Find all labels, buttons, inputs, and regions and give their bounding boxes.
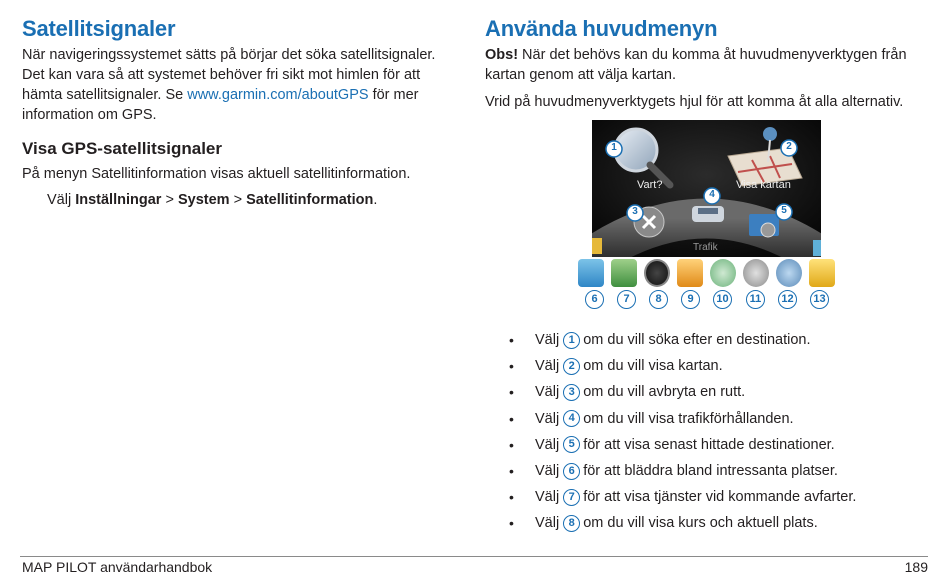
bullet-text: för att visa senast hittade destinationer. xyxy=(583,436,835,453)
list-item xyxy=(509,379,856,405)
callout-1: 1 xyxy=(611,142,617,153)
side-tab-right xyxy=(813,240,821,256)
volume-icon[interactable] xyxy=(743,259,769,287)
list-item xyxy=(509,484,856,510)
bullet-dot: • xyxy=(509,410,514,427)
pin-head xyxy=(763,127,777,141)
step-item-satinfo: Satellitinformation xyxy=(246,192,374,208)
intro-line-3-pre: hämta satellitsignaler. Se xyxy=(22,87,188,103)
detour-icon[interactable] xyxy=(710,259,736,287)
callout-13: 13 xyxy=(810,290,829,309)
list-item xyxy=(509,406,856,432)
bullet-dot: • xyxy=(509,436,514,453)
step-item-system: System xyxy=(177,192,230,208)
list-item xyxy=(509,432,856,458)
callout-6: 6 xyxy=(585,290,604,309)
bullet-number-badge: 3 xyxy=(563,384,580,401)
bullet-number-badge: 6 xyxy=(563,463,580,480)
bullet-pre: Välj xyxy=(535,463,560,480)
intro-line-3-post: för mer xyxy=(368,87,419,103)
callout-10: 10 xyxy=(713,290,732,309)
bullet-pre: Välj xyxy=(535,410,560,427)
callout-2: 2 xyxy=(786,141,792,152)
section-title-satellite-signals: Satellitsignaler xyxy=(22,16,176,41)
callout-3: 3 xyxy=(632,206,638,217)
step-instruction xyxy=(47,190,377,210)
step-separator-1: > xyxy=(161,192,178,208)
list-item xyxy=(509,458,856,484)
folder-clock xyxy=(761,223,775,237)
step-item-settings: Inställningar xyxy=(75,192,162,208)
bullet-text: för att bläddra bland intressanta platser. xyxy=(583,463,838,480)
list-item xyxy=(509,327,856,353)
intro-line-1: När navigeringssystemet sätts på börjar det söka satellitsignaler. xyxy=(22,47,436,63)
bullet-dot: • xyxy=(509,384,514,401)
bullet-text: om du vill visa kartan. xyxy=(583,358,723,375)
bullet-text: om du vill visa kurs och aktuell plats. xyxy=(583,515,818,532)
bullet-dot: • xyxy=(509,358,514,375)
bullet-dot: • xyxy=(509,515,514,532)
bullet-pre: Välj xyxy=(535,332,560,349)
section-title-main-menu: Använda huvudmenyn xyxy=(485,16,718,41)
obs-line-1 xyxy=(485,45,907,65)
callout-11: 11 xyxy=(746,290,765,309)
bullet-pre: Välj xyxy=(535,515,560,532)
bullet-pre: Välj xyxy=(535,436,560,453)
bullet-number-badge: 8 xyxy=(563,515,580,532)
footer-rule xyxy=(20,556,928,557)
intro-line-3 xyxy=(22,85,419,105)
footer-manual-title: MAP PILOT användarhandbok xyxy=(22,559,213,575)
bullet-text: om du vill avbryta en rutt. xyxy=(583,384,746,401)
bullet-pre: Välj xyxy=(535,489,560,506)
bullet-number-badge: 1 xyxy=(563,332,580,349)
device-main-menu-screen xyxy=(592,120,821,257)
list-item xyxy=(509,510,856,536)
tools-icon-strip xyxy=(575,257,837,290)
sub-text: På menyn Satellitinformation visas aktuell satellitinformation. xyxy=(22,166,411,182)
bullet-dot: • xyxy=(509,463,514,480)
menu-options-list xyxy=(509,327,856,537)
subheading-view-gps: Visa GPS-satellitsignaler xyxy=(22,139,222,158)
traffic-car-window xyxy=(698,208,718,214)
bullet-number-badge: 4 xyxy=(563,410,580,427)
intro-line-4: information om GPS. xyxy=(22,107,157,123)
bullet-text: om du vill söka efter en destination. xyxy=(583,332,811,349)
step-separator-2: > xyxy=(229,192,247,208)
exit-services-icon[interactable] xyxy=(611,259,637,287)
view-map-label[interactable]: Visa kartan xyxy=(736,179,791,191)
side-tab-left xyxy=(592,238,602,254)
footer-page-number: 189 xyxy=(904,559,928,575)
where-to-label[interactable]: Vart? xyxy=(637,179,663,191)
garmin-gps-link[interactable]: www.garmin.com/aboutGPS xyxy=(187,87,369,103)
obs-label: Obs! xyxy=(485,47,519,63)
poi-browse-icon[interactable] xyxy=(578,259,604,287)
callout-8: 8 xyxy=(649,290,668,309)
callout-7: 7 xyxy=(617,290,636,309)
route-icon[interactable] xyxy=(677,259,703,287)
traffic-label[interactable]: Trafik xyxy=(693,242,718,253)
callout-4: 4 xyxy=(709,189,715,200)
bullet-text: för att visa tjänster vid kommande avfarter. xyxy=(583,489,857,506)
bullet-dot: • xyxy=(509,489,514,506)
settings-gear-icon[interactable] xyxy=(776,259,802,287)
callout-5: 5 xyxy=(781,205,787,216)
bullet-text: om du vill visa trafikförhållanden. xyxy=(583,410,794,427)
bullet-number-badge: 5 xyxy=(563,436,580,453)
callout-9: 9 xyxy=(681,290,700,309)
alert-icon[interactable] xyxy=(809,259,835,287)
bullet-number-badge: 7 xyxy=(563,489,580,506)
bullet-number-badge: 2 xyxy=(563,358,580,375)
step-prefix: Välj xyxy=(47,192,76,208)
list-item xyxy=(509,353,856,379)
callout-12: 12 xyxy=(778,290,797,309)
intro-line-2: Det kan vara så att systemet behöver fri sikt mot himlen för att xyxy=(22,67,421,83)
obs-text: När det behövs kan du komma åt huvudmenyverktygen från xyxy=(518,47,907,63)
bullet-dot: • xyxy=(509,332,514,349)
wheel-text: Vrid på huvudmenyverktygets hjul för att komma åt alla alternativ. xyxy=(485,94,904,110)
step-end: . xyxy=(373,192,378,208)
bullet-pre: Välj xyxy=(535,358,560,375)
bullet-pre: Välj xyxy=(535,384,560,401)
obs-line-2: kartan genom att välja kartan. xyxy=(485,67,677,83)
compass-icon[interactable] xyxy=(644,259,670,287)
